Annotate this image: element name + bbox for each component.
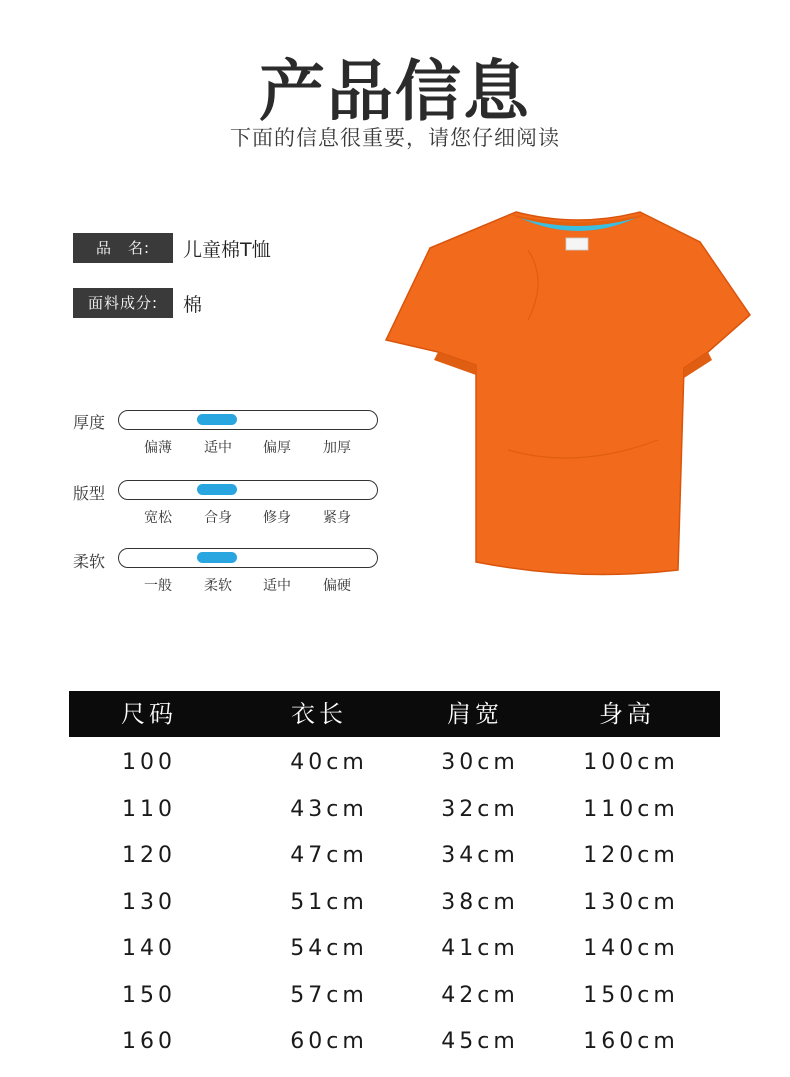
page-title: 产品信息	[259, 53, 531, 130]
table-cell: 110cm	[583, 797, 679, 822]
softness-meter-label: 柔软	[73, 552, 106, 571]
table-cell: 140	[122, 936, 176, 961]
table-cell: 38cm	[441, 890, 519, 915]
softness-meter-track	[118, 548, 378, 568]
softness-meter-indicator	[197, 552, 237, 563]
softness-option: 适中	[263, 578, 291, 594]
table-cell: 140cm	[583, 936, 679, 961]
product-name-row	[73, 233, 271, 263]
table-cell: 110	[122, 797, 176, 822]
table-cell: 54cm	[290, 936, 368, 961]
column-header-height: 身高	[599, 700, 655, 728]
table-cell: 150cm	[583, 983, 679, 1008]
table-cell: 34cm	[441, 843, 519, 868]
thickness-option: 偏薄	[144, 440, 172, 456]
thickness-option: 加厚	[323, 440, 351, 456]
fit-option: 合身	[204, 510, 232, 526]
softness-option: 偏硬	[323, 578, 351, 594]
table-cell: 42cm	[441, 983, 519, 1008]
table-cell: 40cm	[290, 750, 368, 775]
fit-option: 紧身	[323, 510, 351, 526]
fit-option: 修身	[263, 510, 291, 526]
table-cell: 100	[122, 750, 176, 775]
thickness-meter-indicator	[197, 414, 237, 425]
table-cell: 47cm	[290, 843, 368, 868]
fit-option: 宽松	[144, 510, 172, 526]
softness-option: 一般	[144, 578, 172, 594]
fit-meter-label: 版型	[73, 484, 106, 503]
thickness-meter-label: 厚度	[73, 413, 106, 432]
table-cell: 30cm	[441, 750, 519, 775]
size-table-header	[69, 691, 720, 737]
material-row	[73, 288, 202, 318]
orange-tshirt-image	[378, 200, 778, 600]
table-cell: 130	[122, 890, 176, 915]
table-cell: 100cm	[583, 750, 679, 775]
product-name-value: 儿童棉T恤	[183, 238, 271, 261]
table-cell: 41cm	[441, 936, 519, 961]
column-header-size: 尺码	[121, 700, 177, 728]
table-cell: 130cm	[583, 890, 679, 915]
column-header-length: 衣长	[291, 700, 347, 728]
column-header-shoulder: 肩宽	[447, 700, 503, 728]
page-subtitle: 下面的信息很重要，请您仔细阅读	[230, 126, 560, 150]
table-cell: 32cm	[441, 797, 519, 822]
thickness-meter-track	[118, 410, 378, 430]
thickness-option: 偏厚	[263, 440, 291, 456]
fit-meter-track	[118, 480, 378, 500]
softness-option: 柔软	[204, 578, 232, 594]
table-cell: 45cm	[441, 1029, 519, 1054]
table-cell: 57cm	[290, 983, 368, 1008]
material-value: 棉	[183, 293, 203, 316]
table-cell: 160	[122, 1029, 176, 1054]
material-label: 面料成分:	[73, 288, 173, 318]
table-cell: 60cm	[290, 1029, 368, 1054]
thickness-option: 适中	[204, 440, 232, 456]
fit-meter-indicator	[197, 484, 237, 495]
table-cell: 150	[122, 983, 176, 1008]
table-cell: 160cm	[583, 1029, 679, 1054]
table-cell: 120cm	[583, 843, 679, 868]
product-name-label: 品 名:	[73, 233, 173, 263]
table-cell: 43cm	[290, 797, 368, 822]
table-cell: 120	[122, 843, 176, 868]
table-cell: 51cm	[290, 890, 368, 915]
